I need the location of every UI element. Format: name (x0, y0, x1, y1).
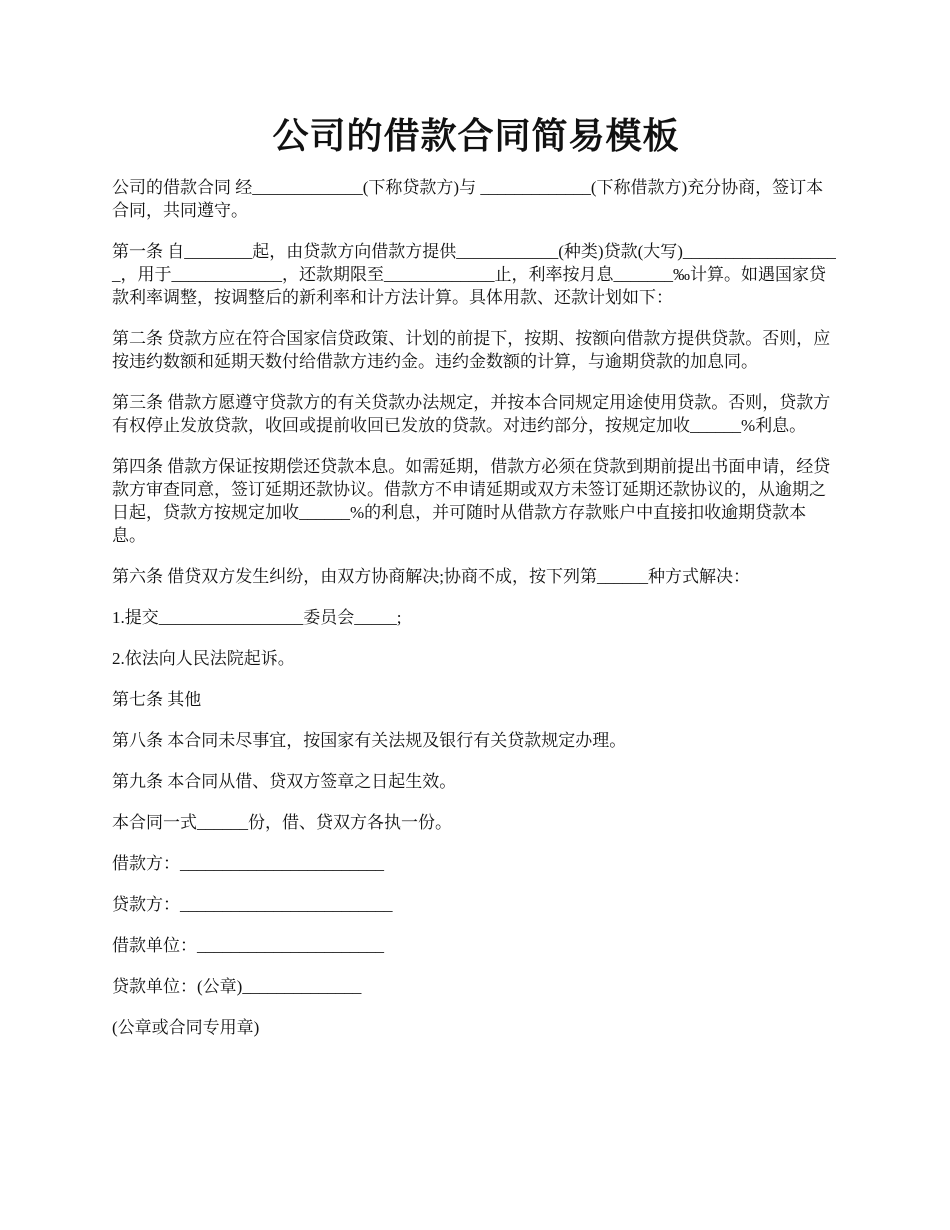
copies-paragraph: 本合同一式______份，借、贷双方各执一份。 (112, 813, 452, 832)
borrower-unit-line: 借款单位：______________________ (112, 936, 384, 955)
borrower-signature-line: 借款方：________________________ (112, 854, 384, 873)
article-8-paragraph: 第八条 本合同未尽事宜，按国家有关法规及银行有关贷款规定办理。 (112, 731, 627, 750)
document-page (112, 100, 840, 1057)
lender-signature-line: 贷款方：_________________________ (112, 895, 393, 914)
article-9-paragraph: 第九条 本合同从借、贷双方签章之日起生效。 (112, 772, 457, 791)
article-4-paragraph: 第四条 借款方保证按期偿还贷款本息。如需延期，借款方必须在贷款到期前提出书面申请，经贷款方审查同意，签订延期还款协议。借款方不申请延期或双方未签订延期还款协议的，从逾期之日起，贷款方按规定加收______%的利息，并可随时从借款方存款账户中直接扣收逾期贷款本息。 (112, 457, 831, 545)
lender-unit-seal-line: 贷款单位：(公章)______________ (112, 977, 362, 996)
seal-note: (公章或合同专用章) (112, 1018, 260, 1037)
dispute-option-2: 2.依法向人民法院起诉。 (112, 649, 295, 668)
document-body (112, 176, 840, 1039)
article-7-paragraph: 第七条 其他 (112, 690, 202, 709)
intro-paragraph: 公司的借款合同 经_____________(下称贷款方)与 _____________(下称借款方)充分协商，签订本合同，共同遵守。 (112, 178, 824, 220)
article-3-paragraph: 第三条 借款方愿遵守贷款方的有关贷款办法规定，并按本合同规定用途使用贷款。否则，贷款方有权停止发放贷款，收回或提前收回已发放的贷款。对违约部分，按规定加收______%利息。 (112, 393, 831, 435)
document-title: 公司的借款合同简易模板 (272, 116, 680, 156)
article-1-paragraph: 第一条 自________起，由贷款方向借款方提供____________(种类)贷款(大写)___________________，用于_____________，还款期限至_____________止，利率按月息_______‰计算。如遇国家贷款利率调整，按调整后的新利率和计方法计算。具体用款、还款计划如下： (112, 242, 836, 307)
dispute-option-1: 1.提交_________________委员会_____; (112, 608, 402, 627)
article-6-paragraph: 第六条 借贷双方发生纠纷，由双方协商解决;协商不成，按下列第______种方式解决： (112, 567, 750, 586)
article-2-paragraph: 第二条 贷款方应在符合国家信贷政策、计划的前提下，按期、按额向借款方提供贷款。否则，应按违约数额和延期天数付给借款方违约金。违约金数额的计算，与逾期贷款的加息同。 (112, 329, 831, 371)
